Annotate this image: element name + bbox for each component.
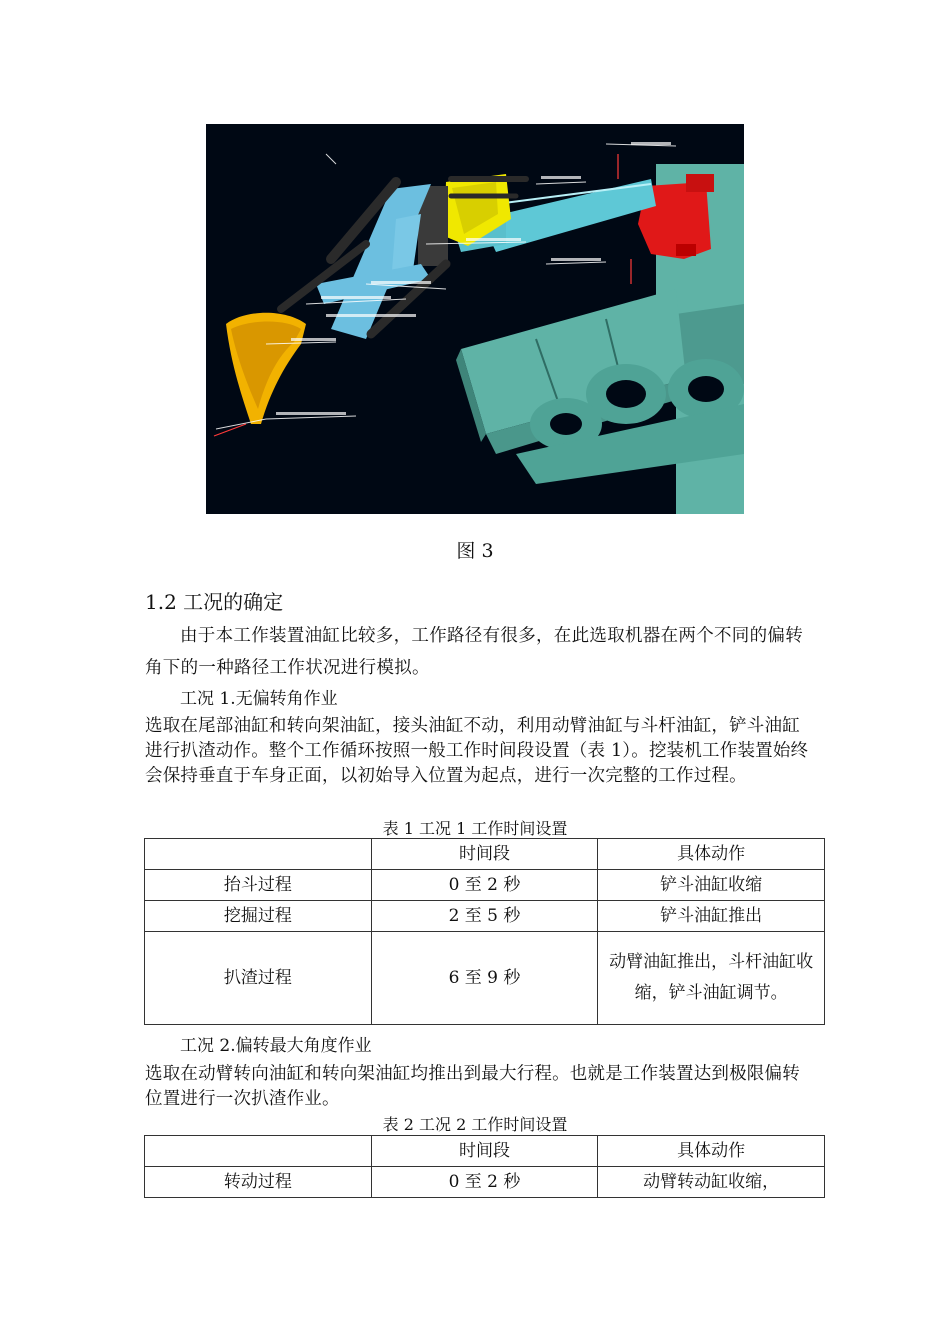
table-cell: 铲斗油缸推出 bbox=[598, 901, 825, 932]
table-cell: 抬斗过程 bbox=[145, 870, 372, 901]
condition2-title: 工况 2.偏转最大角度作业 bbox=[180, 1036, 372, 1056]
table-cell: 0 至 2 秒 bbox=[371, 870, 598, 901]
table-row bbox=[145, 932, 825, 1025]
table-header-row bbox=[145, 839, 825, 870]
table-header-cell: 具体动作 bbox=[598, 1136, 825, 1167]
table-cell: 动臂转动缸收缩， bbox=[598, 1167, 825, 1198]
simulation-figure bbox=[206, 124, 744, 514]
condition2-body: 选取在动臂转向油缸和转向架油缸均推出到最大行程。也就是工作装置达到极限偏转位置进行一次扒渣作业。 bbox=[145, 1064, 800, 1109]
table-cell: 动臂油缸推出，斗杆油缸收缩，铲斗油缸调节。 bbox=[598, 932, 825, 1025]
table-header-cell: 时间段 bbox=[371, 1136, 598, 1167]
bucket bbox=[226, 313, 306, 424]
table-cell: 转动过程 bbox=[145, 1167, 372, 1198]
table-header-row bbox=[145, 1136, 825, 1167]
figure-caption: 图 3 bbox=[456, 540, 494, 562]
table-row bbox=[145, 1167, 825, 1198]
condition1-title: 工况 1.无偏转角作业 bbox=[180, 689, 338, 709]
section-heading: 1.2 工况的确定 bbox=[145, 590, 284, 614]
table-cell: 6 至 9 秒 bbox=[371, 932, 598, 1025]
intro-paragraph: 由于本工作装置油缸比较多，工作路径有很多，在此选取机器在两个不同的偏转角下的一种路径工作状况进行模拟。 bbox=[145, 626, 803, 678]
excavator-model-drawing bbox=[206, 124, 744, 514]
table2-caption: 表 2 工况 2 工作时间设置 bbox=[382, 1115, 568, 1134]
table1 bbox=[144, 838, 825, 1025]
table-cell: 扒渣过程 bbox=[145, 932, 372, 1025]
table-header-cell bbox=[145, 839, 372, 870]
table2 bbox=[144, 1135, 825, 1198]
condition1-body: 选取在尾部油缸和转向架油缸，接头油缸不动，利用动臂油缸与斗杆油缸，铲斗油缸进行扒渣动作。整个工作循环按照一般工作时间段设置（表 1）。挖装机工作装置始终会保持垂直于车身正面，以初始导入位置为起点，进行一次完整的工作过程。 bbox=[145, 716, 809, 786]
table-row bbox=[145, 870, 825, 901]
table-cell: 0 至 2 秒 bbox=[371, 1167, 598, 1198]
table-header-cell bbox=[145, 1136, 372, 1167]
table-cell: 挖掘过程 bbox=[145, 901, 372, 932]
table-header-cell: 时间段 bbox=[371, 839, 598, 870]
table-header-cell: 具体动作 bbox=[598, 839, 825, 870]
table-cell: 2 至 5 秒 bbox=[371, 901, 598, 932]
table-row bbox=[145, 901, 825, 932]
table1-caption: 表 1 工况 1 工作时间设置 bbox=[382, 819, 568, 838]
table-cell: 铲斗油缸收缩 bbox=[598, 870, 825, 901]
